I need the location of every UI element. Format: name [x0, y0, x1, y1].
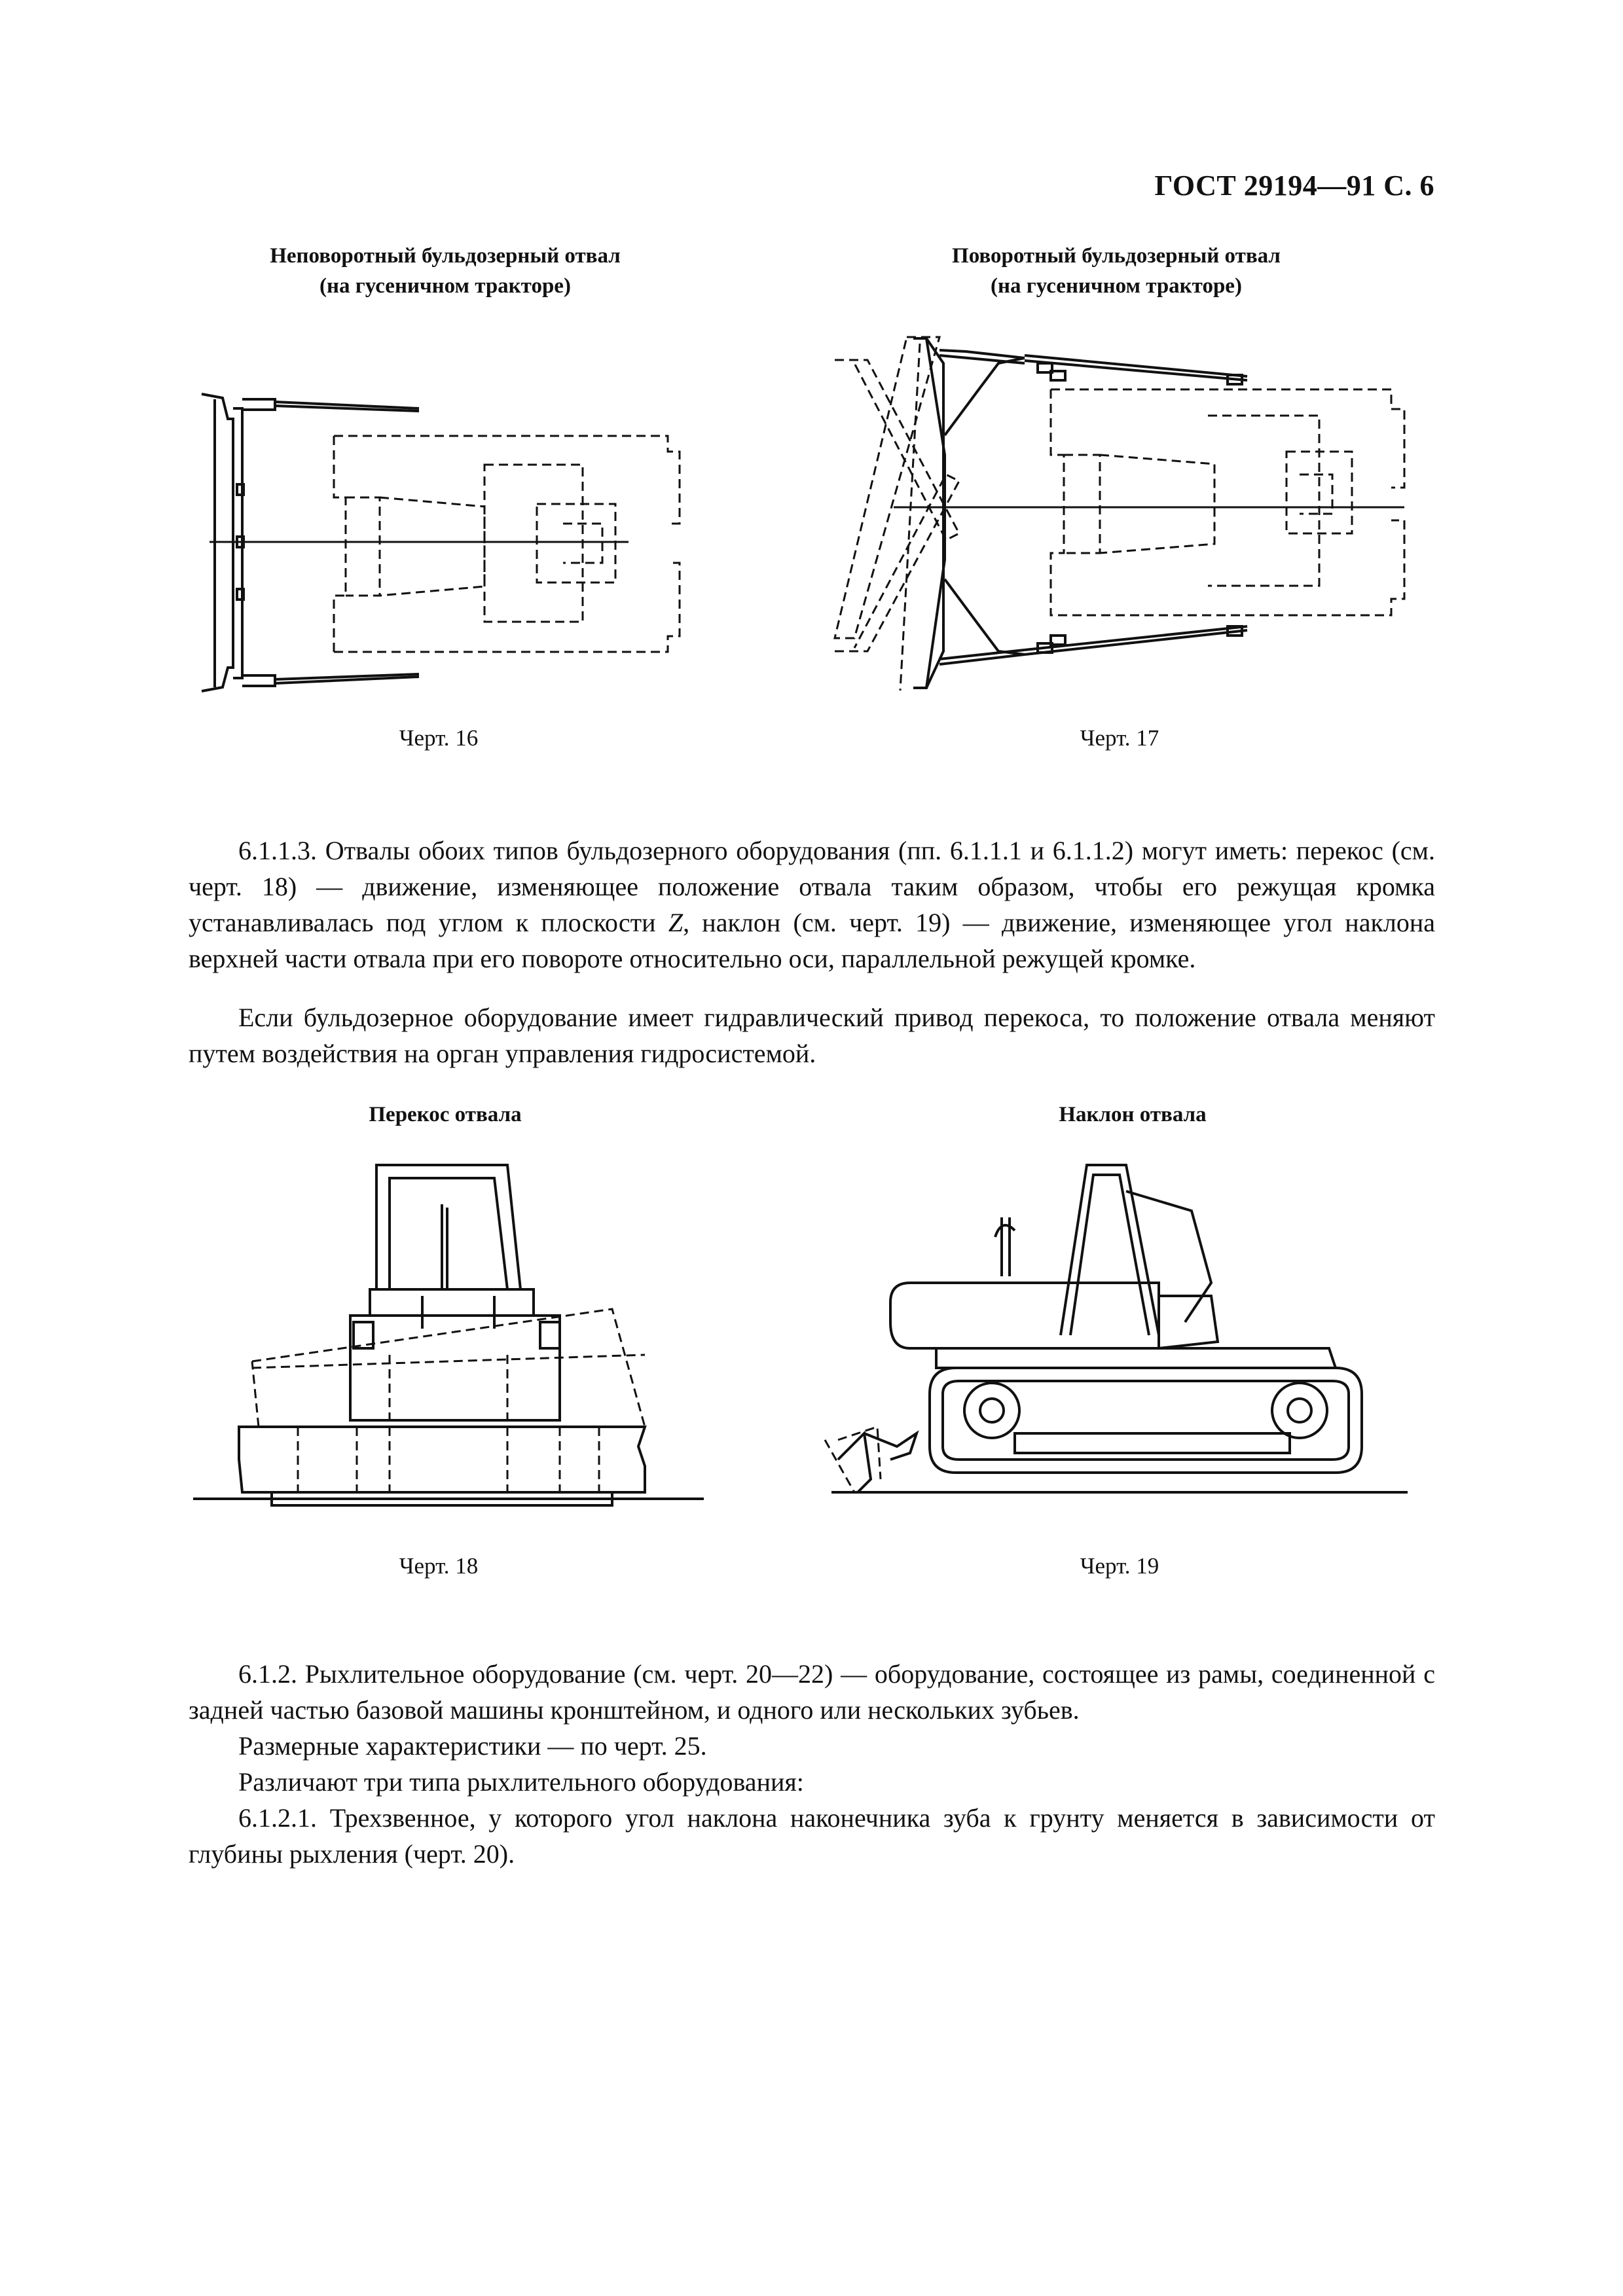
paragraph-types: Различают три типа рыхлительного оборудования:	[238, 1767, 804, 1797]
fig17-drawing	[828, 324, 1417, 717]
p1-text-b: , наклон (см. черт. 19) — движение, изменяющее угол наклона верхней части отвала при его повороте относительно оси, параллельной режущей кромке.	[189, 908, 1436, 973]
fig19-drawing	[818, 1152, 1434, 1525]
fig19-title: Наклон отвала	[1059, 1103, 1207, 1126]
page-header: ГОСТ 29194—91 С. 6	[1154, 170, 1434, 202]
fig16-title	[216, 241, 674, 301]
fig18-drawing	[193, 1158, 704, 1525]
fig17-title	[887, 241, 1345, 301]
fig17-title-line1: Поворотный бульдозерный отвал	[952, 244, 1281, 268]
paragraph-dimensions: Размерные характеристики — по черт. 25.	[238, 1731, 707, 1761]
fig17-caption: Черт. 17	[1080, 725, 1159, 751]
fig18-title: Перекос отвала	[369, 1103, 522, 1126]
p1-z-symbol: Z	[668, 908, 684, 937]
paragraph-6-1-2: 6.1.2. Рыхлительное оборудование (см. черт. 20—22) — оборудование, состоящее из рамы, соединенной с задней частью базовой машины кронштейном, и одного или нескольких зубьев.	[189, 1659, 1435, 1725]
fig17-title-line2: (на гусеничном тракторе)	[991, 274, 1242, 298]
fig16-drawing	[196, 380, 694, 707]
paragraph-6-1-1-3	[189, 833, 1435, 977]
fig19-caption: Черт. 19	[1080, 1553, 1159, 1579]
paragraph-6-1-2-1: 6.1.2.1. Трехзвенное, у которого угол наклона наконечника зуба к грунту меняется в зависимости от глубины рыхления (черт. 20).	[189, 1803, 1435, 1869]
fig16-caption: Черт. 16	[399, 725, 479, 751]
fig16-title-line1: Неповоротный бульдозерный отвал	[270, 244, 621, 268]
fig16-title-line2: (на гусеничном тракторе)	[319, 274, 571, 298]
p1-text-a: 6.1.1.3. Отвалы обоих типов бульдозерного оборудования (пп. 6.1.1.1 и 6.1.1.2) могут иметь: перекос (см. черт. 18) — движение, изменяющее положение отвала таким образом, чтобы его режущая кромка устанавливалась под углом к плоскости	[189, 836, 1435, 937]
paragraph-hydraulic: Если бульдозерное оборудование имеет гидравлический привод перекоса, то положение отвала меняют путем воздействия на орган управления гидросистемой.	[189, 1003, 1435, 1068]
fig18-caption: Черт. 18	[399, 1553, 479, 1579]
